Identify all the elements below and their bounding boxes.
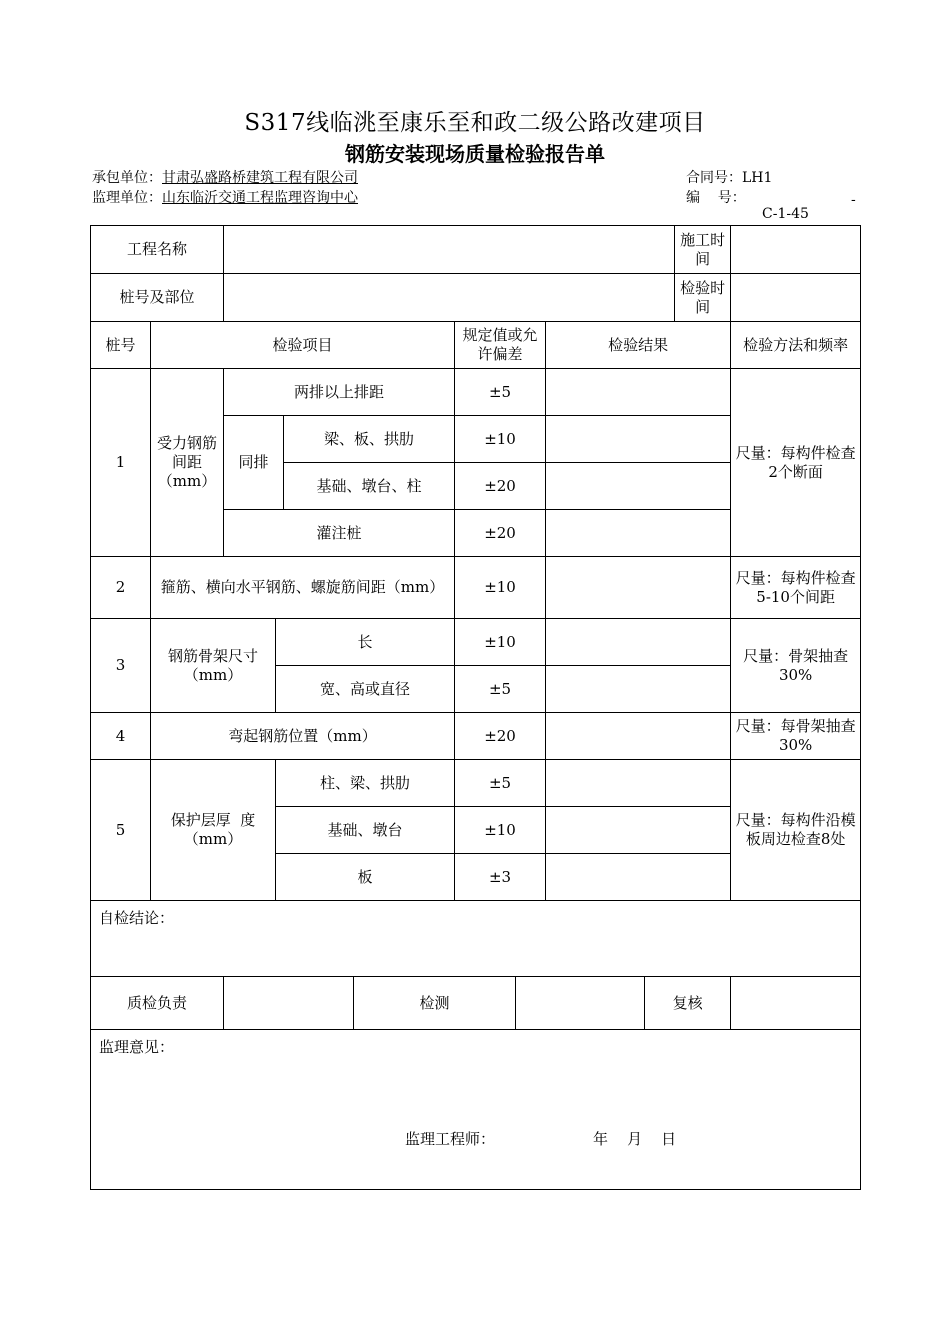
self-check-conclusion[interactable]: 自检结论：	[91, 901, 861, 977]
row1-spec-d: ±20	[455, 510, 546, 557]
engineer-label: 监理工程师：	[405, 1130, 496, 1148]
row4-no: 4	[91, 713, 151, 760]
row5-spec-a: ±5	[455, 760, 546, 807]
row1-result-b[interactable]	[546, 416, 731, 463]
row1-spec-b: ±10	[455, 416, 546, 463]
document-title: S317线临洮至康乐至和政二级公路改建项目	[244, 110, 706, 136]
supervision-opinion[interactable]: 监理意见：	[91, 1030, 861, 1190]
qc-value[interactable]	[224, 977, 354, 1030]
row5-spec-c: ±3	[455, 854, 546, 901]
serial-dash: -	[851, 192, 856, 208]
row5-result-a[interactable]	[546, 760, 731, 807]
row1-same-row: 同排	[224, 416, 284, 510]
contractor-label: 承包单位：	[92, 170, 162, 186]
row2-method: 尺量：每构件检查5-10个间距	[731, 557, 861, 619]
col-header-spec: 规定值或允许偏差	[455, 322, 546, 369]
review-label: 复核	[645, 977, 731, 1030]
row5-no: 5	[91, 760, 151, 901]
station-value[interactable]	[224, 274, 675, 322]
row2-spec: ±10	[455, 557, 546, 619]
row1-sub-a: 两排以上排距	[224, 369, 455, 416]
row4-spec: ±20	[455, 713, 546, 760]
row3-spec-a: ±10	[455, 619, 546, 666]
row1-spec-a: ±5	[455, 369, 546, 416]
project-name-value[interactable]	[224, 226, 675, 274]
row3-group: 钢筋骨架尺寸（mm）	[151, 619, 276, 713]
row1-result-c[interactable]	[546, 463, 731, 510]
col-header-no: 桩号	[91, 322, 151, 369]
contractor-line	[92, 167, 358, 187]
row2-no: 2	[91, 557, 151, 619]
row4-result[interactable]	[546, 713, 731, 760]
project-name-label: 工程名称	[91, 226, 224, 274]
contract-no-line	[686, 167, 772, 187]
row2-result[interactable]	[546, 557, 731, 619]
row1-group: 受力钢筋间距（mm）	[151, 369, 224, 557]
row5-result-b[interactable]	[546, 807, 731, 854]
row4-item: 弯起钢筋位置（mm）	[151, 713, 455, 760]
qc-label: 质检负责	[91, 977, 224, 1030]
serial-label: 编 号：	[686, 190, 746, 206]
row5-spec-b: ±10	[455, 807, 546, 854]
row1-sub-d: 灌注桩	[224, 510, 455, 557]
row3-spec-b: ±5	[455, 666, 546, 713]
row3-no: 3	[91, 619, 151, 713]
supervisor-value: 山东临沂交通工程监理咨询中心	[162, 190, 358, 206]
row1-result-d[interactable]	[546, 510, 731, 557]
contract-no-value: LH1	[742, 170, 773, 186]
row5-result-c[interactable]	[546, 854, 731, 901]
row5-group: 保护层厚 度（mm）	[151, 760, 276, 901]
form-code: C-1-45	[762, 206, 809, 222]
row3-result-a[interactable]	[546, 619, 731, 666]
construction-time-label: 施工时间	[675, 226, 731, 274]
contractor-value: 甘肃弘盛路桥建筑工程有限公司	[162, 170, 358, 186]
date-label: 年 月 日	[593, 1130, 677, 1148]
row1-method: 尺量：每构件检查2个断面	[731, 369, 861, 557]
row2-item: 箍筋、横向水平钢筋、螺旋筋间距（mm）	[151, 557, 455, 619]
inspection-table	[90, 225, 861, 1190]
row3-result-b[interactable]	[546, 666, 731, 713]
row3-method: 尺量：骨架抽查30%	[731, 619, 861, 713]
row1-no: 1	[91, 369, 151, 557]
row3-sub-a: 长	[276, 619, 455, 666]
row1-sub-c: 基础、墩台、柱	[284, 463, 455, 510]
supervisor-line	[92, 187, 358, 207]
supervisor-label: 监理单位：	[92, 190, 162, 206]
review-value[interactable]	[731, 977, 861, 1030]
inspection-time-label: 检验时间	[675, 274, 731, 322]
construction-time-value[interactable]	[731, 226, 861, 274]
row1-result-a[interactable]	[546, 369, 731, 416]
row5-sub-c: 板	[276, 854, 455, 901]
row1-spec-c: ±20	[455, 463, 546, 510]
document-subtitle: 钢筋安装现场质量检验报告单	[345, 142, 605, 166]
station-label: 桩号及部位	[91, 274, 224, 322]
test-value[interactable]	[516, 977, 645, 1030]
col-header-method: 检验方法和频率	[731, 322, 861, 369]
contract-no-label: 合同号：	[686, 170, 742, 186]
col-header-result: 检验结果	[546, 322, 731, 369]
row1-sub-b: 梁、板、拱肋	[284, 416, 455, 463]
row4-method: 尺量：每骨架抽查30%	[731, 713, 861, 760]
test-label: 检测	[354, 977, 516, 1030]
col-header-item: 检验项目	[151, 322, 455, 369]
row5-sub-b: 基础、墩台	[276, 807, 455, 854]
row5-sub-a: 柱、梁、拱肋	[276, 760, 455, 807]
inspection-time-value[interactable]	[731, 274, 861, 322]
row5-method: 尺量：每构件沿模板周边检查8处	[731, 760, 861, 901]
row3-sub-b: 宽、高或直径	[276, 666, 455, 713]
